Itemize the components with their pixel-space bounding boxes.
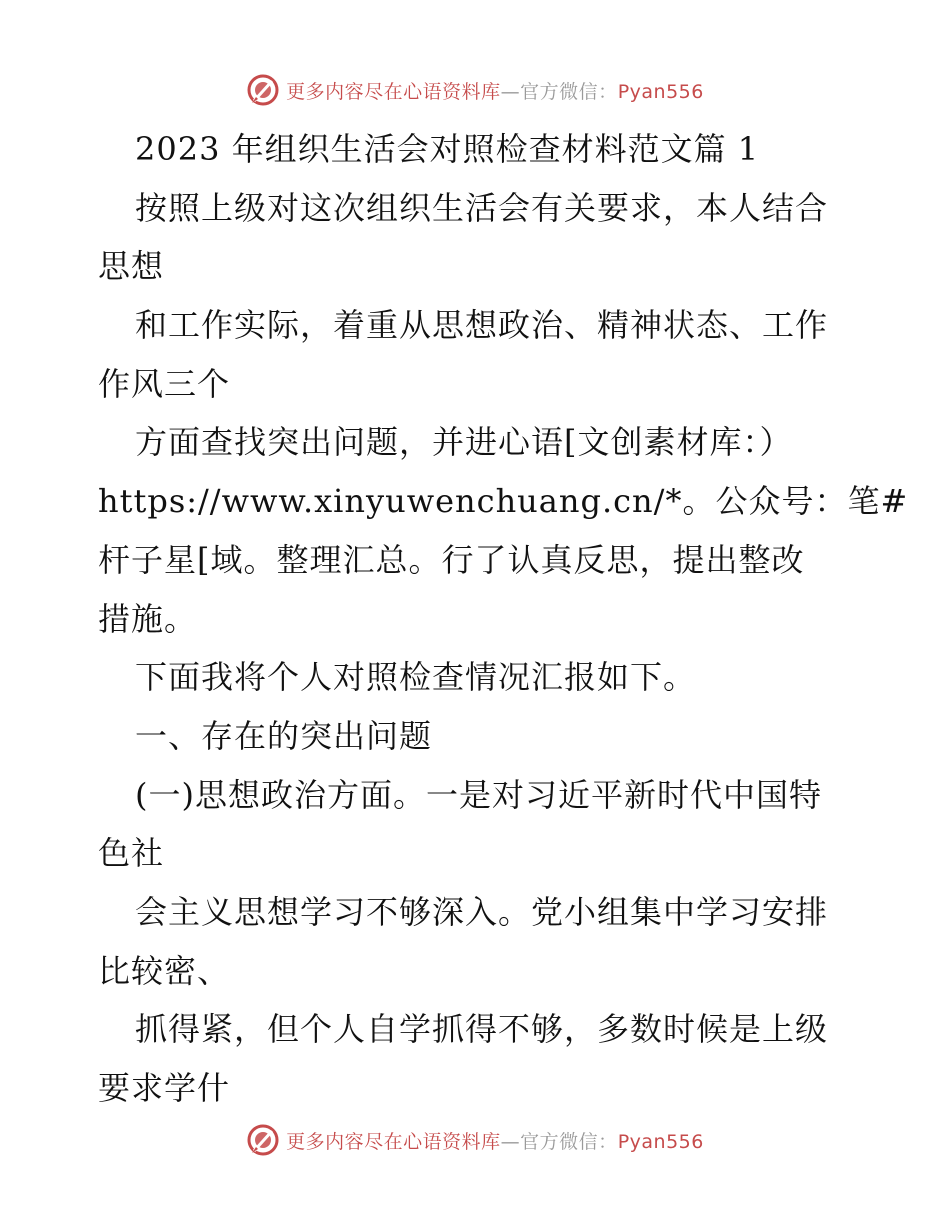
header-watermark-banner: [0, 70, 950, 110]
watermark-wechat-label: 官方微信：: [520, 80, 618, 103]
watermark-wechat-id: Pyan556: [617, 1130, 704, 1153]
pen-logo-icon: [246, 1123, 280, 1157]
doc-line: 下面我将个人对照检查情况汇报如下。: [135, 658, 697, 697]
doc-line: 一、存在的突出问题: [135, 716, 433, 755]
watermark-dash: —: [500, 80, 521, 103]
doc-line: https://www.xinyuwenchuang.cn/*。公众号：笔#: [98, 482, 909, 521]
watermark-text: [286, 1127, 704, 1154]
document-body: [98, 120, 909, 1118]
watermark-main: 更多内容尽在心语资料库: [286, 80, 501, 103]
pen-logo-icon: [246, 73, 280, 107]
doc-line: 作风三个: [98, 364, 231, 403]
doc-line: 思想: [98, 247, 165, 286]
doc-line: 杆子星[域。整理汇总。行了认真反思，提出整改: [98, 540, 805, 579]
doc-line: 色社: [98, 834, 165, 873]
doc-line: 比较密、: [98, 951, 231, 990]
doc-line: 2023 年组织生活会对照检查材料范文篇 1: [135, 130, 760, 168]
doc-line: 按照上级对这次组织生活会有关要求，本人结合: [135, 188, 829, 227]
doc-line: 方面查找突出问题，并进心语[文创素材库：）: [135, 423, 793, 462]
doc-line: 和工作实际，着重从思想政治、精神状态、工作: [135, 306, 829, 345]
watermark-main: 更多内容尽在心语资料库: [286, 1130, 501, 1153]
watermark-dash: —: [500, 1130, 521, 1153]
watermark-wechat-id: Pyan556: [617, 80, 704, 103]
doc-line: 措施。: [98, 599, 198, 638]
doc-line: 要求学什: [98, 1069, 231, 1107]
doc-line: (一)思想政治方面。一是对习近平新时代中国特: [135, 775, 822, 814]
watermark-wechat-label: 官方微信：: [520, 1130, 618, 1153]
doc-line: 抓得紧，但个人自学抓得不够，多数时候是上级: [135, 1010, 829, 1049]
doc-line: 会主义思想学习不够深入。党小组集中学习安排: [135, 892, 829, 931]
footer-watermark-banner: [0, 1120, 950, 1160]
watermark-text: [286, 77, 704, 104]
